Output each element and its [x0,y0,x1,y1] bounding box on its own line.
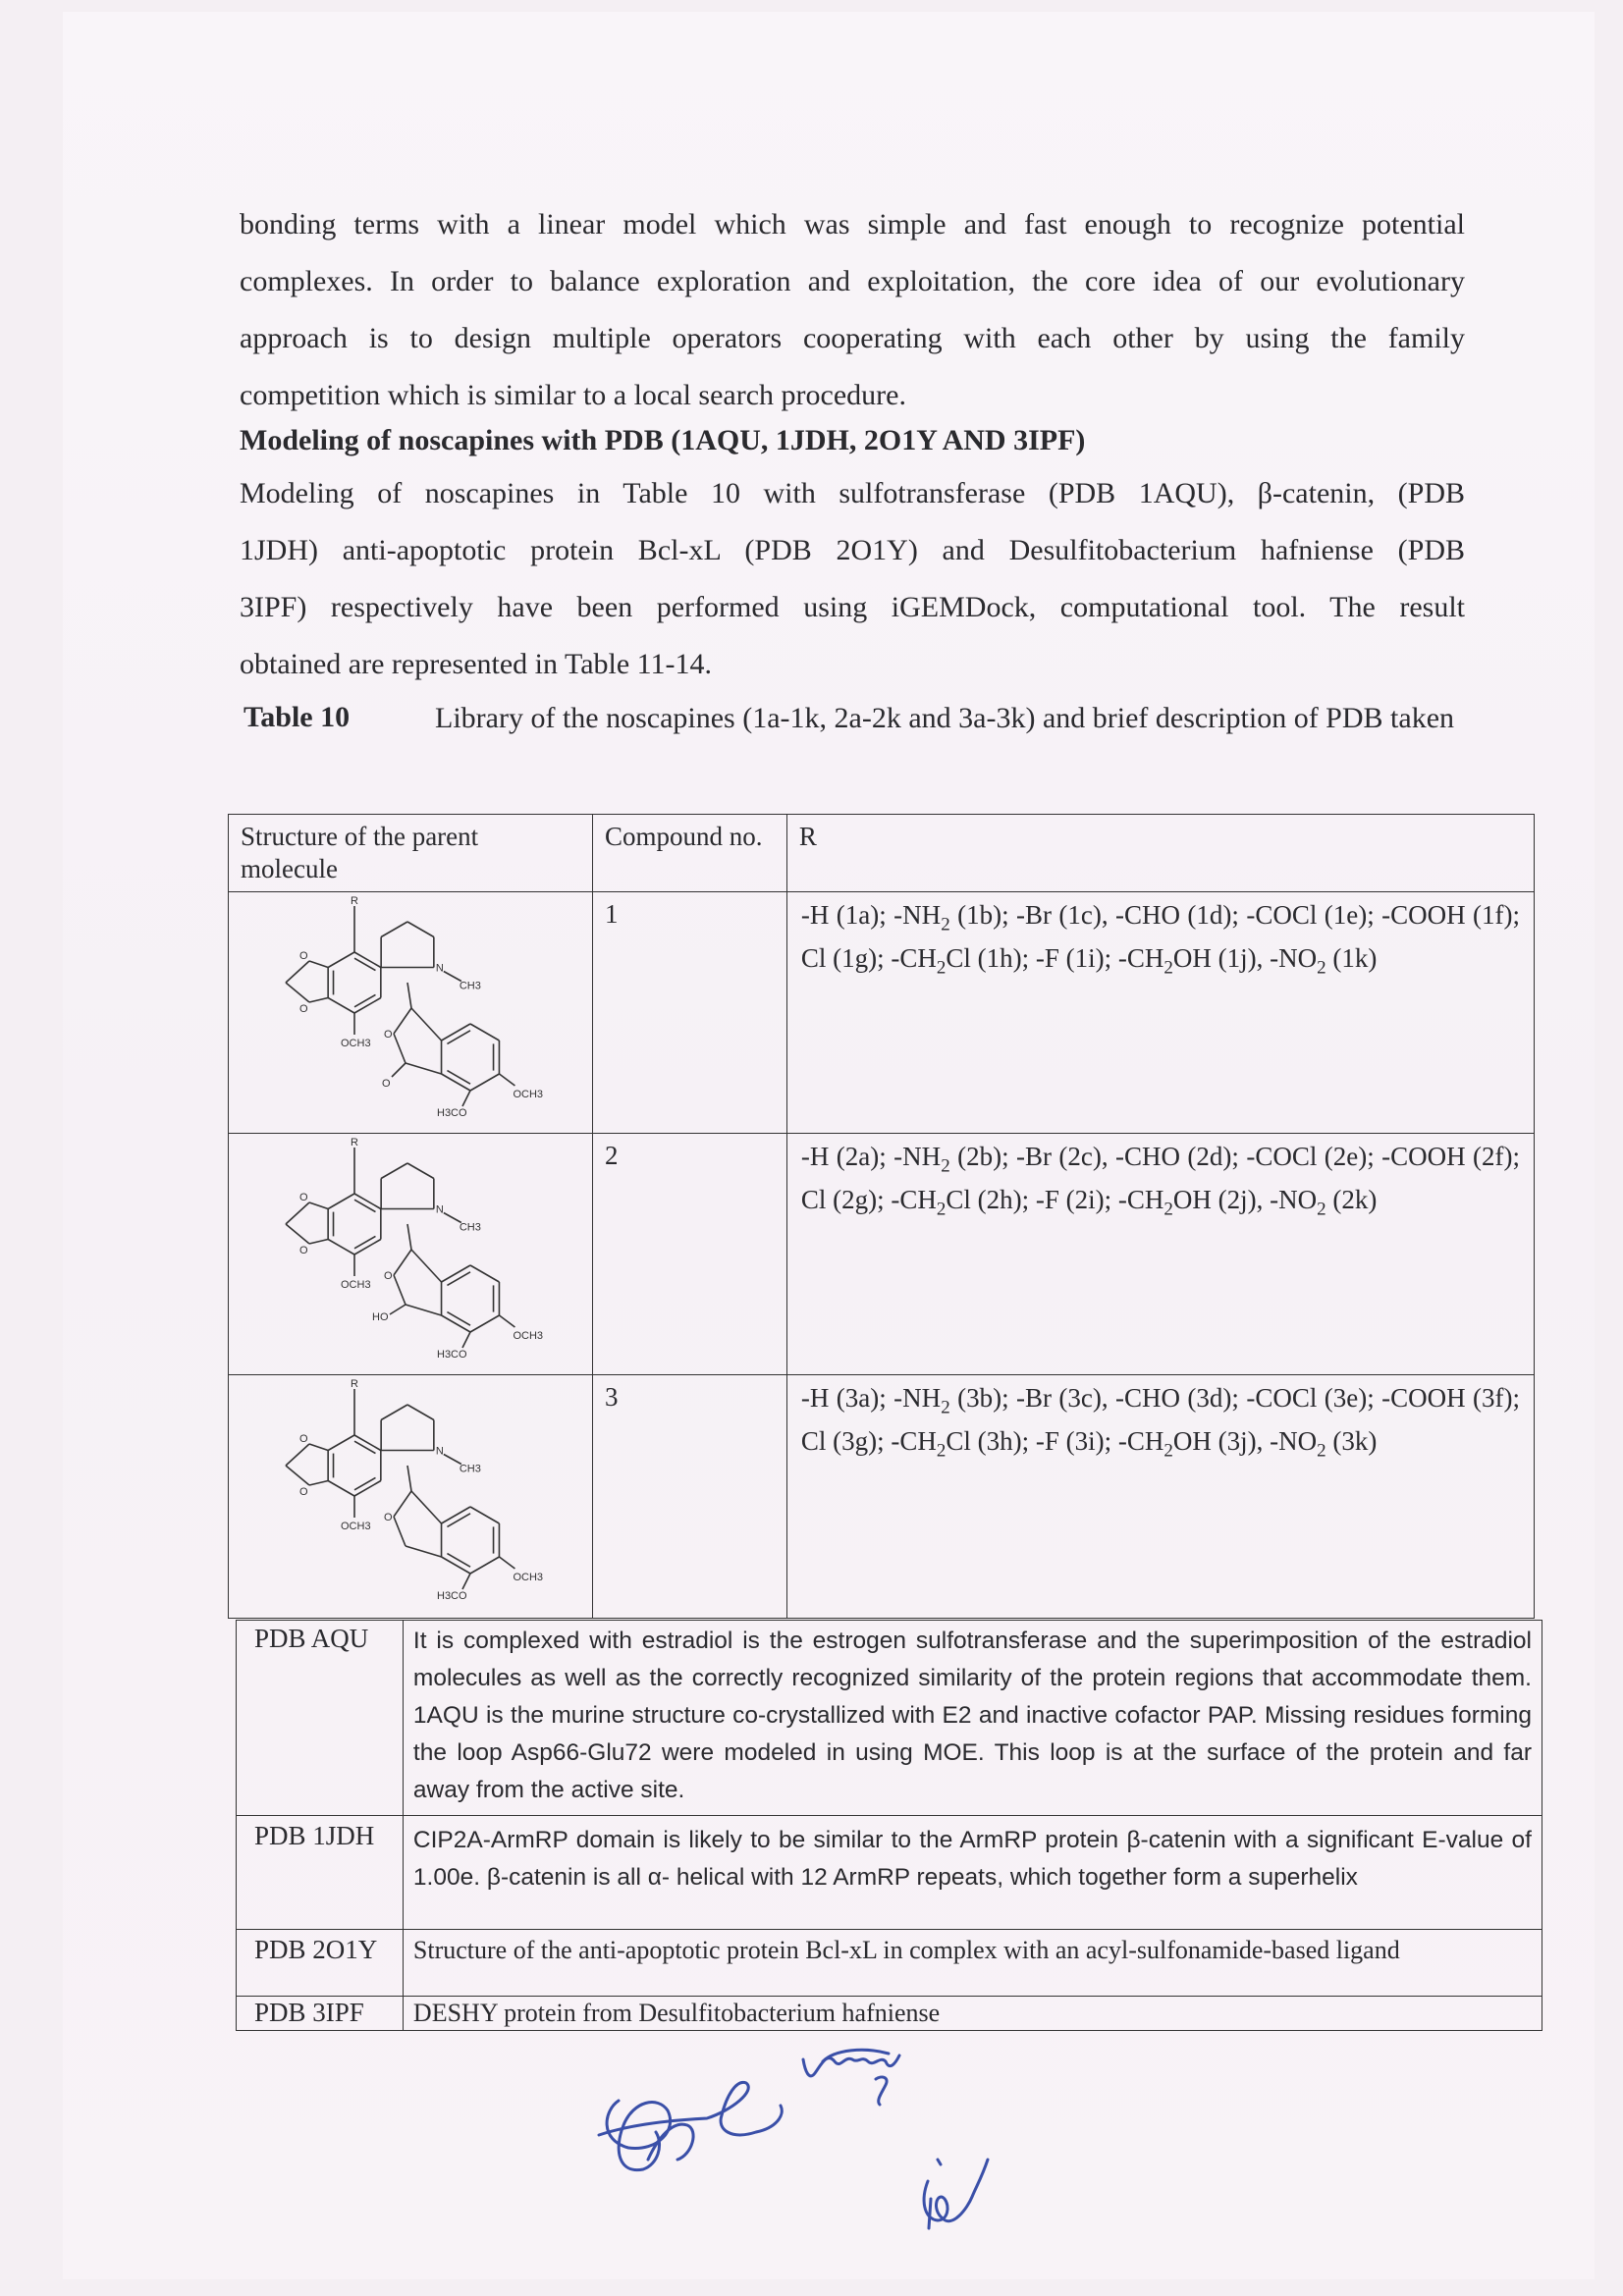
atom-o: O [384,1512,393,1523]
compound-number: 1 [592,892,786,1134]
atom-o: O [299,1003,308,1015]
atom-r: R [351,1378,358,1390]
atom-ch3: CH3 [459,980,481,992]
pdb-row [237,1930,1542,1997]
paragraph-2-line: 3IPF) respectively have been performed using iGEMDock, computational tool. The result [240,591,1465,623]
atom-n: N [435,1445,444,1458]
header-compound-no: Compound no. [592,815,786,892]
table-caption-label: Table 10 [243,701,351,733]
pdb-code: PDB AQU [237,1621,404,1816]
atom-n: N [435,1203,444,1216]
atom-ch3: CH3 [459,1463,481,1475]
subscript: 2 [936,957,947,979]
subscript: 2 [1163,1440,1173,1462]
subscript: 2 [1317,1199,1326,1220]
atom-och3: OCH3 [341,1279,371,1291]
atom-h3co: H3CO [437,1590,467,1602]
atom-o: O [299,1486,308,1498]
r-substituents: -H (3a); $-NH_2$ (3b); -Br (3c), -CHO (3d); -COCl (3e); -COOH (3f); Cl (3g); $-CH_2Cl$ (3h); -F (3i); $-CH_2OH$ (3j), $-NO_2$ (3k) [786,1375,1534,1619]
table-caption-text: Library of the noscapines (1a-1k, 2a-2k and 3a-3k) and brief description of PDB taken [435,702,1455,734]
pdb-code: PDB 3IPF [237,1997,404,2031]
header-r: R [786,815,1534,892]
atom-r: R [351,1137,358,1148]
atom-r: R [351,895,358,907]
pdb-description: CIP2A-ArmRP domain is likely to be similar to the ArmRP protein β-catenin with a significant E-value of 1.00e. β-catenin is all α- helical with 12 ArmRP repeats, which together form a superhelix [403,1816,1542,1930]
atom-h3co: H3CO [437,1349,467,1361]
atom-o: O [299,1433,308,1445]
structure-cell [229,1375,593,1619]
pdb-description: It is complexed with estradiol is the estrogen sulfotransferase and the superimposition of the estradiol molecules as well as the correctly recognized similarity of the protein regions that accommodate them. 1AQU is the murine structure co-crystallized with E2 and inactive cofactor PAP. Missing residues forming the loop Asp66-Glu72 were modeled in using MOE. This loop is at the surface of the protein and far away from the active site. [403,1621,1542,1816]
noscapine-structure-2 [229,1134,590,1373]
atom-och3: OCH3 [513,1089,544,1100]
atom-o: O [299,1192,308,1203]
atom-ho: HO [372,1311,389,1323]
pdb-row [237,1621,1542,1816]
atom-o: O [384,1029,393,1041]
paragraph-1-line: bonding terms with a linear model which was simple and fast enough to recognize potential [240,208,1465,240]
atom-n: N [435,962,444,975]
atom-h3co: H3CO [437,1107,467,1119]
paragraph-1-line: complexes. In order to balance exploration and exploitation, the core idea of our evolutionary [240,265,1465,297]
table-row [229,1134,1535,1375]
compound-number: 2 [592,1134,786,1375]
r-substituents: -H (2a); $-NH_2$ (2b); -Br (2c), -CHO (2d); -COCl (2e); -COOH (2f); Cl (2g); $-CH_2Cl$ (2h); -F (2i); $-CH_2OH$ (2j), $-NO_2$ (2k) [786,1134,1534,1375]
atom-o: O [299,950,308,962]
structure-cell [229,1134,593,1375]
subscript: 2 [941,1155,950,1177]
atom-ch3: CH3 [459,1221,481,1234]
noscapine-structure-1 [229,892,590,1132]
pdb-description: DESHY protein from Desulfitobacterium hafniense [403,1997,1542,2031]
atom-och3: OCH3 [513,1572,544,1583]
subscript: 2 [941,914,950,935]
table-row [229,892,1535,1134]
pdb-row [237,1997,1542,2031]
pdb-row [237,1816,1542,1930]
section-heading: Modeling of noscapines with PDB (1AQU, 1JDH, 2O1Y AND 3IPF) [240,424,1086,456]
table-row [229,1375,1535,1619]
subscript: 2 [936,1199,947,1220]
subscript: 2 [1317,957,1326,979]
pdb-code: PDB 1JDH [237,1816,404,1930]
compound-number: 3 [592,1375,786,1619]
pdb-description: Structure of the anti-apoptotic protein Bcl-xL in complex with an acyl-sulfonamide-based ligand [403,1930,1542,1997]
header-structure: Structure of the parent molecule [229,815,593,892]
paragraph-2-line: obtained are represented in Table 11-14. [240,648,713,680]
table-header-row [229,815,1535,892]
atom-o: O [382,1078,391,1090]
atom-o: O [384,1270,393,1282]
paragraph-2-line: 1JDH) anti-apoptotic protein Bcl-xL (PDB 2O1Y) and Desulfitobacterium hafniense (PDB [240,534,1465,566]
subscript: 2 [941,1397,950,1418]
subscript: 2 [1163,1199,1173,1220]
compound-table [228,814,1535,1619]
paragraph-1-line: approach is to design multiple operators cooperating with each other by using the family [240,322,1465,354]
pdb-table [236,1620,1542,2031]
paragraph-1-line: competition which is similar to a local search procedure. [240,379,906,411]
subscript: 2 [1163,957,1173,979]
atom-o: O [299,1245,308,1256]
noscapine-structure-3 [229,1375,590,1617]
atom-och3: OCH3 [341,1038,371,1049]
subscript: 2 [936,1440,947,1462]
atom-och3: OCH3 [513,1330,544,1342]
paragraph-2-line: Modeling of noscapines in Table 10 with sulfotransferase (PDB 1AQU), β-catenin, (PDB [240,477,1465,509]
pdb-code: PDB 2O1Y [237,1930,404,1997]
atom-och3: OCH3 [341,1521,371,1532]
r-substituents: -H (1a); $-NH_2$ (1b); -Br (1c), -CHO (1d); -COCl (1e); -COOH (1f); Cl (1g); $-CH_2Cl$ (1h); -F (1i); $-CH_2OH$ (1j), $-NO_2$ (1k) [786,892,1534,1134]
structure-cell [229,892,593,1134]
subscript: 2 [1317,1440,1326,1462]
